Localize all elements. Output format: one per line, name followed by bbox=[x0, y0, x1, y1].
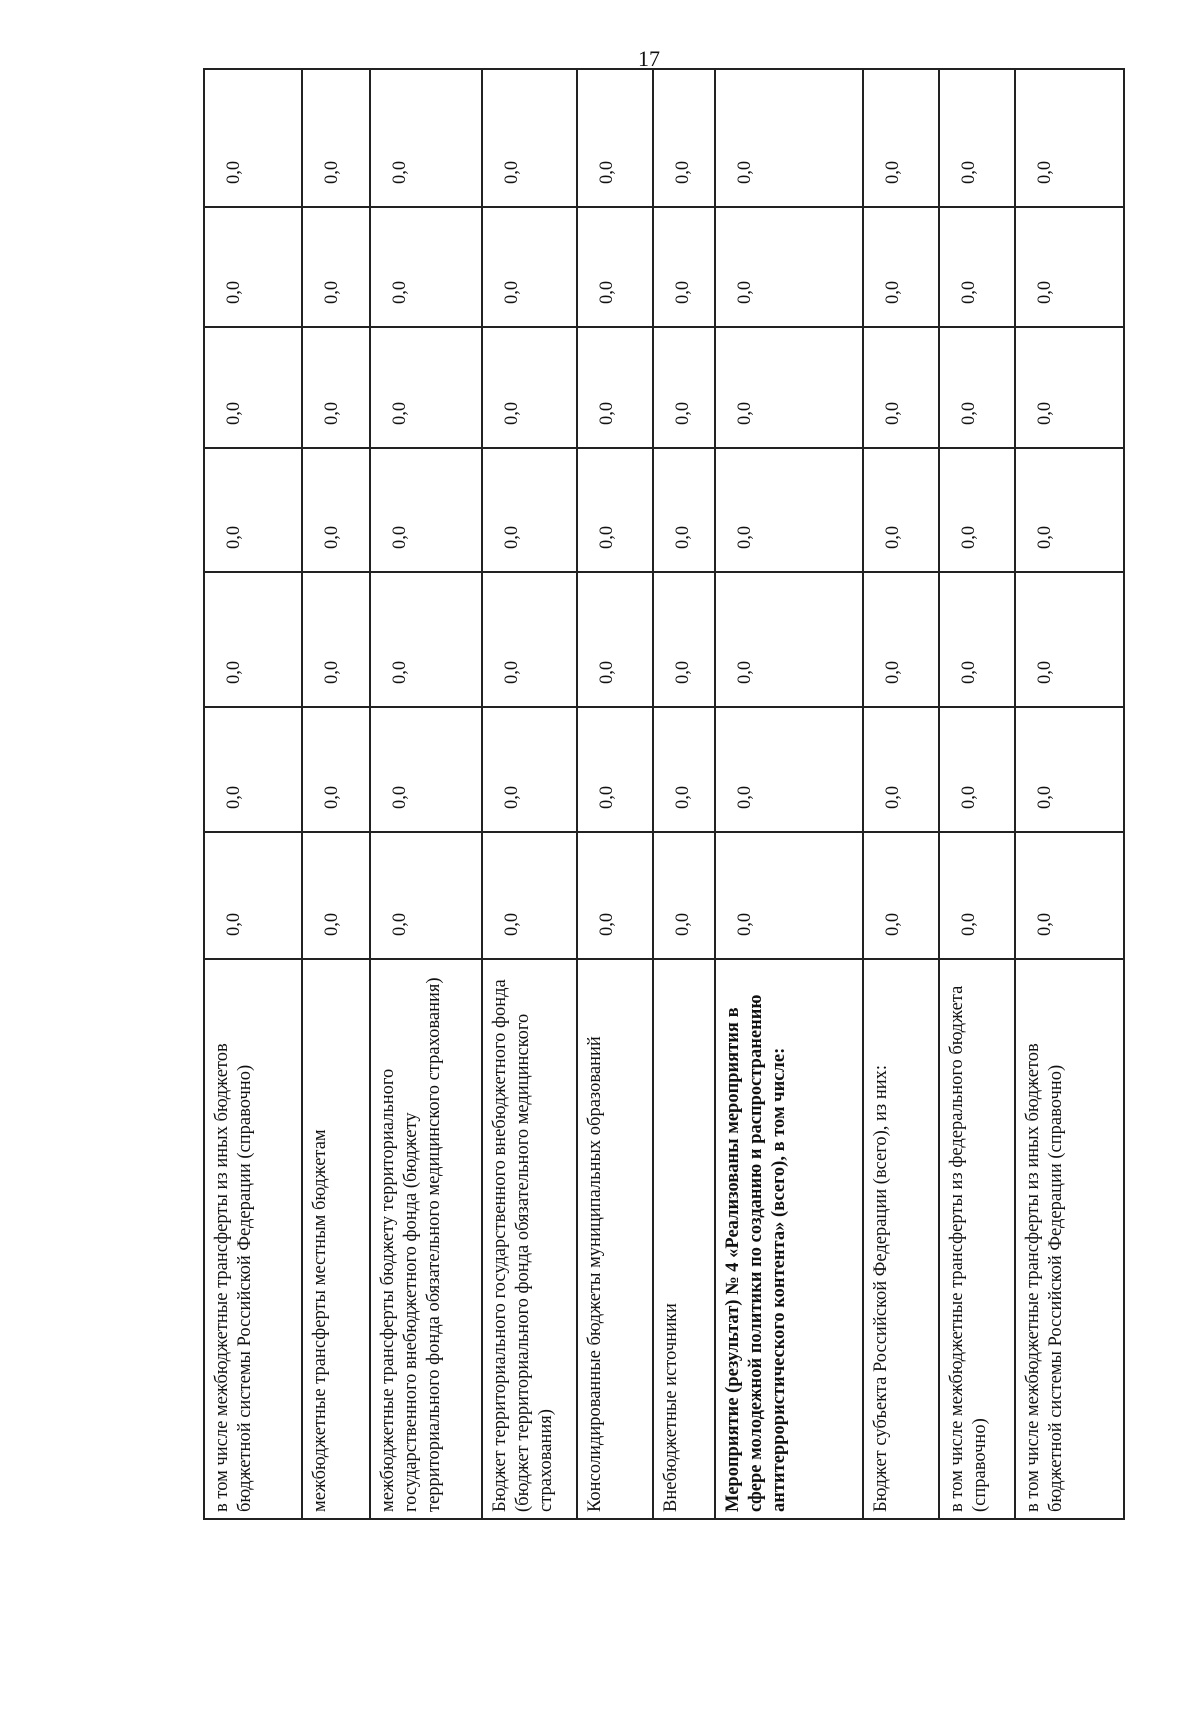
value-cell: 0,0 bbox=[482, 572, 577, 707]
table-row bbox=[939, 69, 1015, 1519]
value-cell: 0,0 bbox=[653, 69, 715, 207]
value-cell: 0,0 bbox=[1015, 448, 1124, 572]
value-cell: 0,0 bbox=[939, 448, 1015, 572]
row-label: Бюджет субъекта Российской Федерации (всего), из них: bbox=[863, 959, 939, 1519]
row-label: Мероприятие (результат) № 4 «Реализованы мероприятия в сфере молодежной политики по созданию и распространению антитеррористического контента» (всего), в том числе: bbox=[715, 959, 863, 1519]
row-label: в том числе межбюджетные трансферты из иных бюджетов бюджетной системы Российской Федерации (справочно) bbox=[204, 959, 302, 1519]
value-cell: 0,0 bbox=[482, 707, 577, 832]
value-cell: 0,0 bbox=[1015, 207, 1124, 327]
budget-table-rotated bbox=[203, 70, 1123, 1520]
value-cell: 0,0 bbox=[653, 707, 715, 832]
value-cell: 0,0 bbox=[863, 832, 939, 959]
value-cell: 0,0 bbox=[653, 448, 715, 572]
table-row bbox=[715, 69, 863, 1519]
value-cell: 0,0 bbox=[863, 69, 939, 207]
value-cell: 0,0 bbox=[715, 327, 863, 448]
row-label: Консолидированные бюджеты муниципальных образований bbox=[577, 959, 653, 1519]
table-row bbox=[204, 69, 302, 1519]
value-cell: 0,0 bbox=[939, 572, 1015, 707]
value-cell: 0,0 bbox=[863, 572, 939, 707]
value-cell: 0,0 bbox=[577, 832, 653, 959]
value-cell: 0,0 bbox=[1015, 572, 1124, 707]
value-cell: 0,0 bbox=[1015, 832, 1124, 959]
value-cell: 0,0 bbox=[653, 207, 715, 327]
value-cell: 0,0 bbox=[302, 448, 370, 572]
value-cell: 0,0 bbox=[939, 69, 1015, 207]
value-cell: 0,0 bbox=[1015, 69, 1124, 207]
table-row bbox=[302, 69, 370, 1519]
value-cell: 0,0 bbox=[302, 69, 370, 207]
value-cell: 0,0 bbox=[370, 707, 482, 832]
value-cell: 0,0 bbox=[370, 448, 482, 572]
value-cell: 0,0 bbox=[653, 832, 715, 959]
value-cell: 0,0 bbox=[204, 832, 302, 959]
row-label: в том числе межбюджетные трансферты из федерального бюджета (справочно) bbox=[939, 959, 1015, 1519]
value-cell: 0,0 bbox=[370, 572, 482, 707]
table-row bbox=[1015, 69, 1124, 1519]
table-body bbox=[204, 69, 1124, 1519]
page-number: 17 bbox=[638, 46, 660, 71]
table-row bbox=[370, 69, 482, 1519]
table-row bbox=[577, 69, 653, 1519]
value-cell: 0,0 bbox=[577, 707, 653, 832]
budget-table bbox=[203, 68, 1125, 1520]
value-cell: 0,0 bbox=[863, 327, 939, 448]
value-cell: 0,0 bbox=[370, 327, 482, 448]
value-cell: 0,0 bbox=[1015, 707, 1124, 832]
value-cell: 0,0 bbox=[653, 327, 715, 448]
row-label: Внебюджетные источники bbox=[653, 959, 715, 1519]
value-cell: 0,0 bbox=[204, 572, 302, 707]
value-cell: 0,0 bbox=[204, 448, 302, 572]
value-cell: 0,0 bbox=[653, 572, 715, 707]
value-cell: 0,0 bbox=[302, 832, 370, 959]
value-cell: 0,0 bbox=[1015, 327, 1124, 448]
value-cell: 0,0 bbox=[715, 707, 863, 832]
value-cell: 0,0 bbox=[482, 69, 577, 207]
value-cell: 0,0 bbox=[939, 707, 1015, 832]
table-row bbox=[863, 69, 939, 1519]
value-cell: 0,0 bbox=[577, 572, 653, 707]
value-cell: 0,0 bbox=[204, 207, 302, 327]
value-cell: 0,0 bbox=[204, 707, 302, 832]
value-cell: 0,0 bbox=[577, 69, 653, 207]
value-cell: 0,0 bbox=[577, 448, 653, 572]
value-cell: 0,0 bbox=[715, 69, 863, 207]
value-cell: 0,0 bbox=[302, 207, 370, 327]
value-cell: 0,0 bbox=[482, 327, 577, 448]
row-label: в том числе межбюджетные трансферты из иных бюджетов бюджетной системы Российской Федерации (справочно) bbox=[1015, 959, 1124, 1519]
table-row bbox=[482, 69, 577, 1519]
value-cell: 0,0 bbox=[302, 707, 370, 832]
row-label: Бюджет территориального государственного внебюджетного фонда (бюджет территориального фонда обязательного медицинского страхования) bbox=[482, 959, 577, 1519]
value-cell: 0,0 bbox=[715, 448, 863, 572]
value-cell: 0,0 bbox=[715, 832, 863, 959]
row-label: межбюджетные трансферты бюджету территориального государственного внебюджетного фонда (бюджету территориального фонда обязательного медицинского страхования) bbox=[370, 959, 482, 1519]
value-cell: 0,0 bbox=[482, 448, 577, 572]
value-cell: 0,0 bbox=[302, 327, 370, 448]
value-cell: 0,0 bbox=[204, 69, 302, 207]
value-cell: 0,0 bbox=[939, 832, 1015, 959]
value-cell: 0,0 bbox=[715, 572, 863, 707]
value-cell: 0,0 bbox=[939, 327, 1015, 448]
value-cell: 0,0 bbox=[204, 327, 302, 448]
value-cell: 0,0 bbox=[715, 207, 863, 327]
value-cell: 0,0 bbox=[863, 448, 939, 572]
value-cell: 0,0 bbox=[302, 572, 370, 707]
value-cell: 0,0 bbox=[482, 207, 577, 327]
table-row bbox=[653, 69, 715, 1519]
value-cell: 0,0 bbox=[939, 207, 1015, 327]
value-cell: 0,0 bbox=[577, 207, 653, 327]
value-cell: 0,0 bbox=[370, 69, 482, 207]
value-cell: 0,0 bbox=[863, 207, 939, 327]
value-cell: 0,0 bbox=[370, 207, 482, 327]
value-cell: 0,0 bbox=[863, 707, 939, 832]
value-cell: 0,0 bbox=[370, 832, 482, 959]
row-label: межбюджетные трансферты местным бюджетам bbox=[302, 959, 370, 1519]
value-cell: 0,0 bbox=[577, 327, 653, 448]
value-cell: 0,0 bbox=[482, 832, 577, 959]
